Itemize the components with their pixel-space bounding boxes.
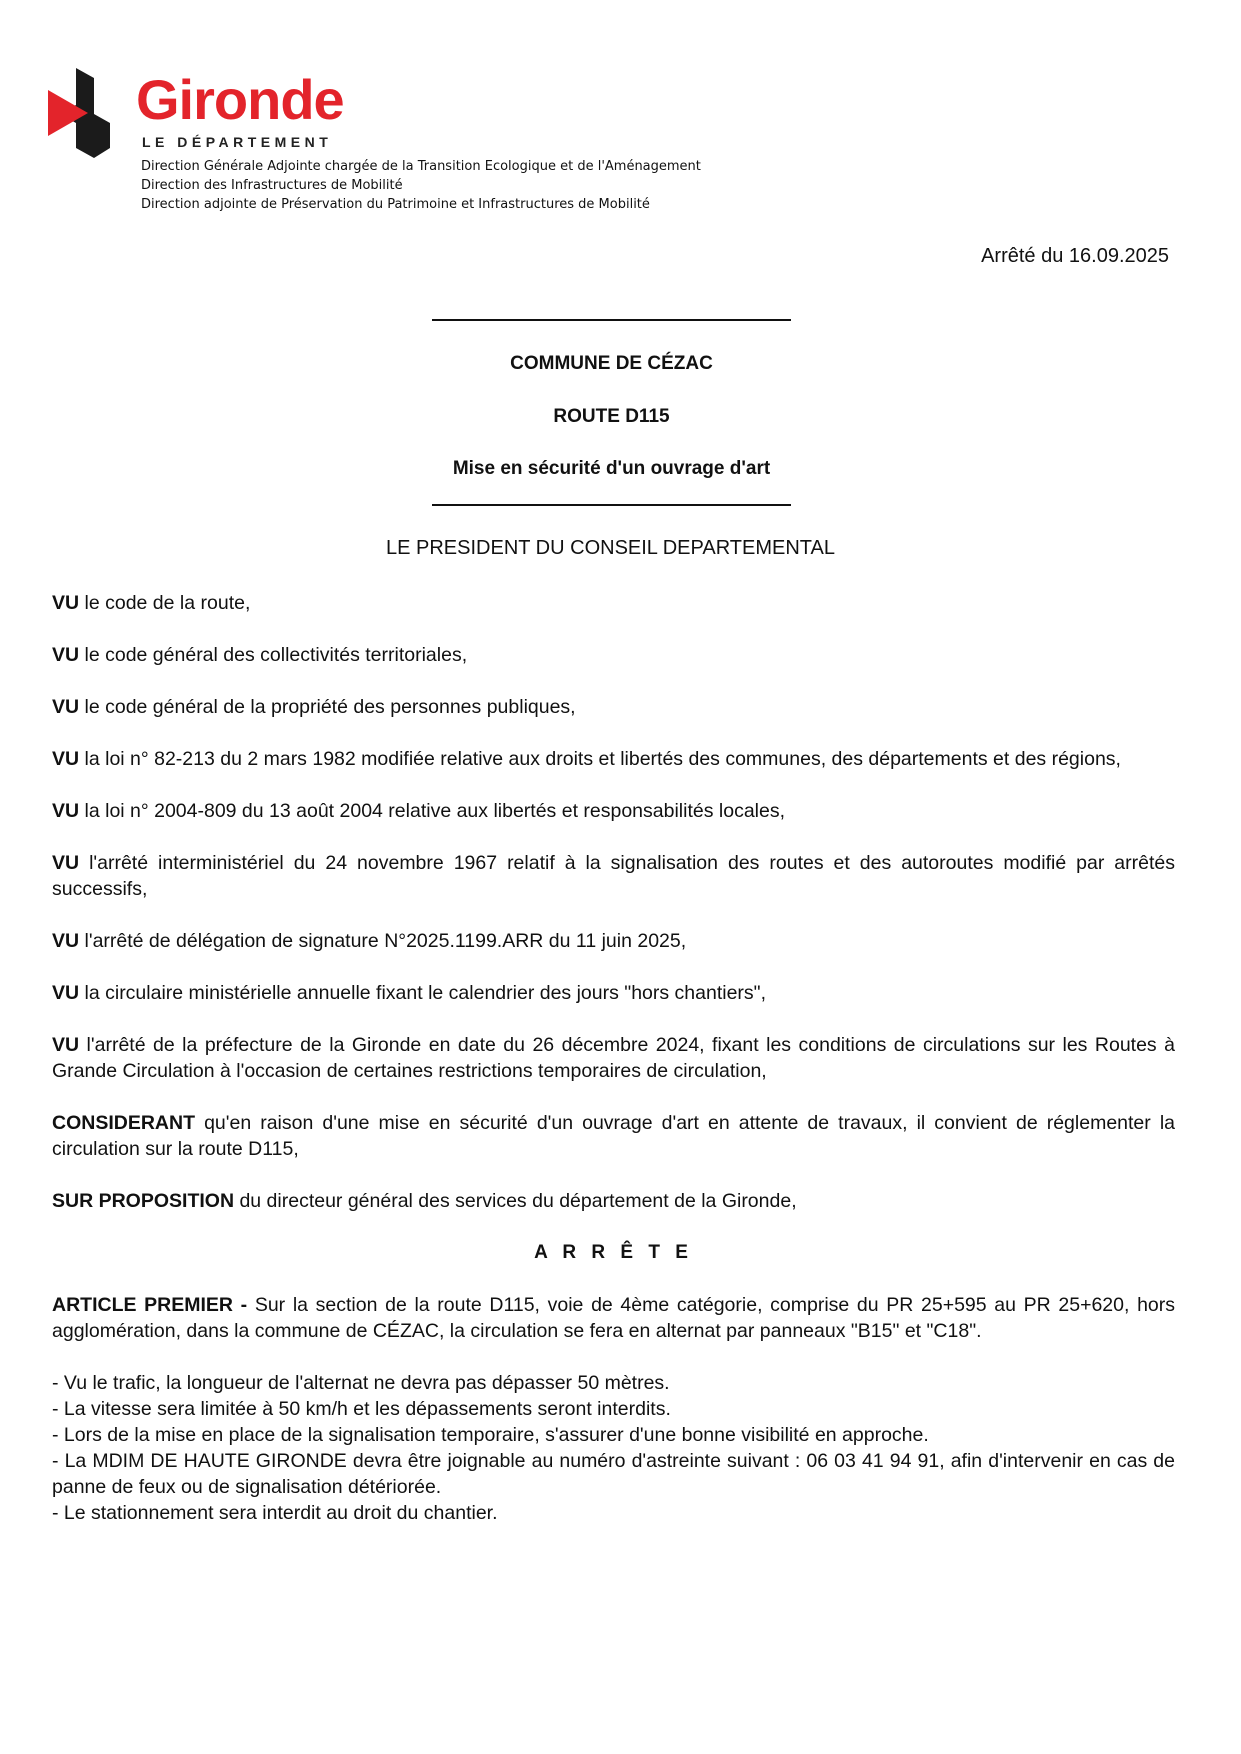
title-route-text: ROUTE D115: [553, 406, 670, 427]
direction-line: Direction Générale Adjointe chargée de la Transition Ecologique et de l'Aménagement: [141, 159, 701, 174]
consideration-text: l'arrêté de la préfecture de la Gironde en date du 26 décembre 2024, fixant les conditions de circulations sur les Routes à Grande Circulation à l'occasion de certaines restrictions temporaires de circulation,: [52, 1034, 1175, 1082]
bullet-item: - Le stationnement sera interdit au droit du chantier.: [52, 1502, 498, 1524]
consideration-text: la loi n° 82-213 du 2 mars 1982 modifiée relative aux droits et libertés des communes, des départements et des régions,: [79, 748, 1121, 770]
consideration-lead: VU: [52, 748, 80, 770]
consideration-paragraph: [52, 746, 1175, 772]
consideration-paragraph: [52, 1188, 1175, 1214]
consideration-text: du directeur général des services du département de la Gironde,: [234, 1190, 797, 1212]
article-bullets: [52, 1370, 1175, 1526]
title-subject-text: Mise en sécurité d'un ouvrage d'art: [452, 458, 771, 479]
bullet-item: - La MDIM DE HAUTE GIRONDE devra être joignable au numéro d'astreinte suivant : 06 03 41 94 91, afin d'intervenir en cas de panne de feux ou de signalisation détériorée.: [52, 1450, 1175, 1498]
consideration-lead: VU: [52, 592, 80, 614]
decree-body: [52, 590, 1175, 1526]
bullet-item: - Lors de la mise en place de la signalisation temporaire, s'assurer d'une bonne visibilité en approche.: [52, 1424, 929, 1446]
consideration-paragraph: [52, 928, 1175, 954]
consideration-text: l'arrêté de délégation de signature N°2025.1199.ARR du 11 juin 2025,: [79, 930, 687, 952]
consideration-paragraph: [52, 850, 1175, 902]
article-text: Sur la section de la route D115, voie de 4ème catégorie, comprise du PR 25+595 au PR 25+620, hors agglomération, dans la commune de CÉZAC, la circulation se fera en alternat par panneaux "B15" et "C18".: [52, 1294, 1175, 1342]
consideration-paragraph: [52, 694, 1175, 720]
consideration-lead: VU: [52, 644, 80, 666]
decree-date: Arrêté du 16.09.2025: [981, 245, 1169, 267]
brand-name: Gironde: [136, 68, 344, 131]
president-heading: LE PRESIDENT DU CONSEIL DEPARTEMENTAL: [386, 537, 835, 559]
divider-bottom: [432, 504, 791, 506]
consideration-lead: VU: [52, 852, 80, 874]
title-commune-text: COMMUNE DE CÉZAC: [510, 353, 713, 374]
consideration-text: la loi n° 2004-809 du 13 août 2004 relative aux libertés et responsabilités locales,: [79, 800, 786, 822]
consideration-paragraph: [52, 642, 1175, 668]
consideration-lead: VU: [52, 930, 80, 952]
consideration-lead: VU: [52, 800, 80, 822]
divider-top: [432, 319, 791, 321]
consideration-text: qu'en raison d'une mise en sécurité d'un ouvrage d'art en attente de travaux, il convient de réglementer la circulation sur la route D115,: [52, 1112, 1175, 1160]
consideration-text: la circulaire ministérielle annuelle fixant le calendrier des jours "hors chantiers",: [79, 982, 767, 1004]
direction-line: Direction adjointe de Préservation du Patrimoine et Infrastructures de Mobilité: [141, 197, 650, 212]
consideration-paragraph: [52, 798, 1175, 824]
brand-subtitle: LE DÉPARTEMENT: [142, 134, 333, 150]
consideration-lead: CONSIDERANT: [52, 1112, 196, 1134]
consideration-text: le code général de la propriété des personnes publiques,: [79, 696, 576, 718]
bullet-item: - Vu le trafic, la longueur de l'alternat ne devra pas dépasser 50 mètres.: [52, 1372, 670, 1394]
title-subject: [0, 458, 1241, 480]
arrete-heading: A R R Ê T E: [534, 1242, 693, 1263]
consideration-paragraph: [52, 590, 1175, 616]
consideration-paragraph: [52, 980, 1175, 1006]
consideration-paragraph: [52, 1110, 1175, 1162]
consideration-lead: VU: [52, 696, 80, 718]
article-lead: ARTICLE PREMIER -: [52, 1294, 248, 1316]
direction-line: Direction des Infrastructures de Mobilité: [141, 178, 403, 193]
consideration-text: l'arrêté interministériel du 24 novembre 1967 relatif à la signalisation des routes et des autoroutes modifié par arrêtés successifs,: [52, 852, 1175, 900]
title-commune: [0, 353, 1241, 375]
consideration-lead: SUR PROPOSITION: [52, 1190, 235, 1212]
consideration-text: le code de la route,: [79, 592, 251, 614]
consideration-lead: VU: [52, 1034, 80, 1056]
consideration-paragraph: [52, 1032, 1175, 1084]
directions-block: [141, 157, 701, 214]
bullet-item: - La vitesse sera limitée à 50 km/h et les dépassements seront interdits.: [52, 1398, 671, 1420]
consideration-text: le code général des collectivités territoriales,: [79, 644, 468, 666]
gironde-logo-icon: [48, 68, 138, 158]
article-premier: [52, 1292, 1175, 1344]
consideration-lead: VU: [52, 982, 80, 1004]
title-route: [0, 406, 1241, 428]
